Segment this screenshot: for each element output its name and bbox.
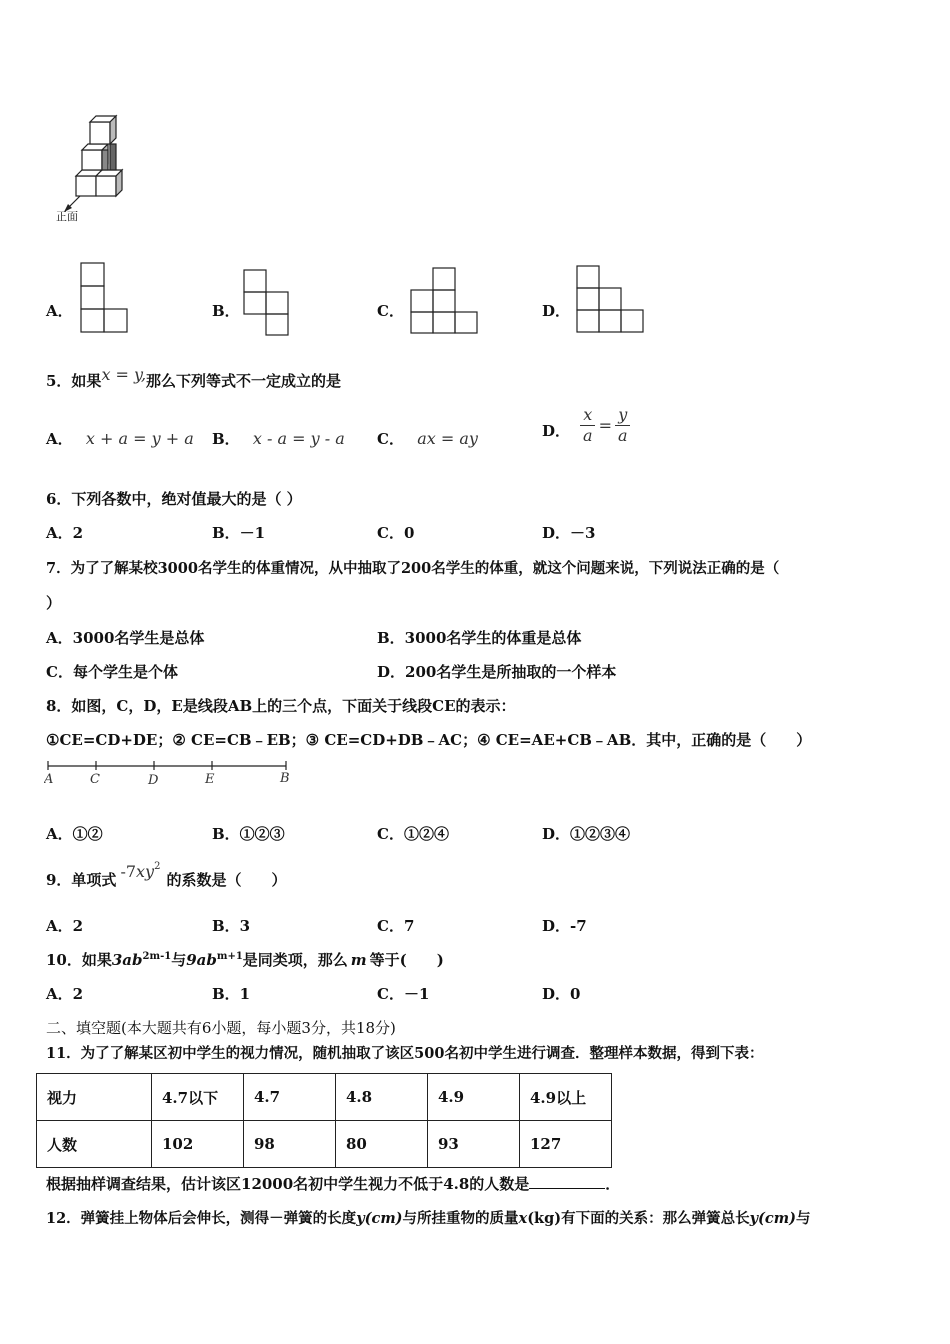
q5-option-a[interactable] xyxy=(46,428,194,449)
q11-after: 根据抽样调查结果，估计该区12000名初中学生视力不低于4.8的人数是 xyxy=(46,1175,530,1193)
q12-p1: 12．弹簧挂上物体后会伸长，测得－弹簧的长度 xyxy=(46,1210,357,1227)
q12-p3: 有下面的关系：那么弹簧总长 xyxy=(561,1210,750,1227)
vision-table xyxy=(36,1073,612,1168)
q9-option-a[interactable]: A．2 xyxy=(46,917,84,935)
q5-option-d[interactable] xyxy=(542,405,631,446)
q5-suffix: 那么下列等式不一定成立的是 xyxy=(146,372,342,390)
q12-u2: (kg) xyxy=(527,1210,562,1227)
table-cell: 80 xyxy=(336,1121,428,1168)
q12-y1: y xyxy=(356,1210,365,1227)
q5-option-b-letter: B． xyxy=(212,430,240,448)
q10-after: 是同类项，那么 xyxy=(242,951,348,969)
q5-condition: x = y, xyxy=(101,365,147,384)
q6-stem: 6．下列各数中，绝对值最大的是（ ） xyxy=(46,490,302,508)
q10-var: m xyxy=(350,951,367,969)
q5-prefix: 5．如果 xyxy=(46,372,102,390)
q9-option-d[interactable]: D．-7 xyxy=(542,917,587,935)
q9-option-c[interactable]: C．7 xyxy=(377,917,415,935)
q11-answer-blank[interactable] xyxy=(529,1174,605,1189)
table-cell: 127 xyxy=(520,1121,612,1168)
q12-x: x xyxy=(518,1210,528,1227)
q9-var: xy xyxy=(136,862,155,881)
q8-option-c[interactable]: C．①②④ xyxy=(377,825,449,843)
q6-option-d[interactable]: D．－3 xyxy=(542,524,596,542)
q4-option-d-letter[interactable]: D． xyxy=(542,302,571,320)
q7-stem-line2: ） xyxy=(46,594,62,612)
q8-stem-line1: 8．如图，C，D，E是线段AB上的三个点，下面关于线段CE的表示： xyxy=(46,697,516,715)
table-cell: 4.7 xyxy=(244,1074,336,1121)
q10-stem xyxy=(46,949,444,970)
q9-suffix: 的系数是（ ） xyxy=(166,871,287,889)
q11-stem: 11．为了了解某区初中学生的视力情况，随机抽取了该区500名初中学生进行调查．整理样本数据，得到下表： xyxy=(46,1045,764,1062)
q4-option-b-figure xyxy=(243,269,291,337)
table-cell: 人数 xyxy=(37,1121,152,1168)
q12-y2: y xyxy=(749,1210,759,1227)
q10-term1: 3ab xyxy=(111,951,143,969)
q5-option-d-frac-right: $\frac{y}{a}$ xyxy=(615,405,631,446)
table-cell: 4.8 xyxy=(336,1074,428,1121)
point-e-label: E xyxy=(205,772,215,787)
q12-p2: 与所挂重物的质量 xyxy=(402,1210,519,1227)
q9-option-b[interactable]: B．3 xyxy=(212,917,251,935)
q5-option-a-letter: A． xyxy=(46,430,73,448)
table-cell: 102 xyxy=(152,1121,244,1168)
point-d-label: D xyxy=(148,773,159,788)
q8-option-b[interactable]: B．①②③ xyxy=(212,825,285,843)
q4-option-a-figure xyxy=(80,262,130,334)
point-a-label: A xyxy=(44,772,54,787)
table-cell: 视力 xyxy=(37,1074,152,1121)
q5-option-c-letter: C． xyxy=(377,430,404,448)
q10-term2: 9ab xyxy=(186,951,217,969)
q4-option-a-letter[interactable]: A． xyxy=(46,302,73,320)
q10-term1-exp: 2m-1 xyxy=(142,951,172,962)
q10-option-b[interactable]: B．1 xyxy=(212,985,251,1003)
q4-option-d-figure xyxy=(576,265,646,335)
table-cell: 4.9 xyxy=(428,1074,520,1121)
table-row xyxy=(37,1074,612,1121)
q6-option-c[interactable]: C．0 xyxy=(377,524,415,542)
q8-option-a[interactable]: A．①② xyxy=(46,825,103,843)
q4-option-c-letter[interactable]: C． xyxy=(377,302,404,320)
q11-after-end: ． xyxy=(605,1175,621,1193)
q5-option-a-expr: x + a = y + a xyxy=(85,429,194,448)
q7-option-b[interactable]: B．3000名学生的体重是总体 xyxy=(377,629,582,647)
q10-prefix: 10．如果 xyxy=(46,951,112,969)
q6-option-a[interactable]: A．2 xyxy=(46,524,84,542)
q8-stem-line2: ①CE=CD+DE；② CE=CB﹣EB；③ CE=CD+DB﹣AC；④ CE=AE+CB﹣AB．其中，正确的是（ ） xyxy=(46,731,812,749)
q5-option-b-expr: x - a = y - a xyxy=(252,429,345,448)
q10-mid: 与 xyxy=(171,951,187,969)
q12-p4: 与 xyxy=(795,1210,811,1227)
q7-stem-line1: 7．为了了解某校3000名学生的体重情况，从中抽取了200名学生的体重，就这个问题来说，下列说法正确的是（ xyxy=(46,560,780,577)
q12-stem xyxy=(46,1207,810,1228)
q11-after-text xyxy=(46,1173,620,1194)
q5-option-d-equals: = xyxy=(598,416,612,435)
q5-option-d-frac-left: $\frac{x}{a}$ xyxy=(580,405,596,446)
q9-exp: 2 xyxy=(154,861,161,872)
q5-stem xyxy=(46,365,342,391)
q10-term2-exp: m+1 xyxy=(216,951,243,962)
point-b-label: B xyxy=(280,771,290,786)
q6-option-b[interactable]: B．－1 xyxy=(212,524,266,542)
q10-option-a[interactable]: A．2 xyxy=(46,985,84,1003)
q9-coef: -7 xyxy=(120,862,137,881)
section-2-title: 二、填空题(本大题共有6小题，每小题3分，共18分) xyxy=(46,1019,396,1037)
point-c-label: C xyxy=(90,772,100,787)
q12-u1: (cm) xyxy=(364,1210,403,1227)
table-cell: 93 xyxy=(428,1121,520,1168)
q5-option-d-letter: D． xyxy=(542,422,571,440)
q5-option-c[interactable] xyxy=(377,428,478,449)
segment-ab-figure xyxy=(44,760,294,790)
q12-u3: (cm) xyxy=(758,1210,796,1227)
q7-option-c[interactable]: C．每个学生是个体 xyxy=(46,663,178,681)
q7-option-a[interactable]: A．3000名学生是总体 xyxy=(46,629,205,647)
table-cell: 98 xyxy=(244,1121,336,1168)
table-row xyxy=(37,1121,612,1168)
q9-stem xyxy=(46,861,287,890)
q10-option-d[interactable]: D．0 xyxy=(542,985,581,1003)
q9-prefix: 9．单项式 xyxy=(46,871,117,889)
q4-option-b-letter[interactable]: B． xyxy=(212,302,240,320)
q4-option-c-figure xyxy=(410,267,480,335)
q10-option-c[interactable]: C．－1 xyxy=(377,985,430,1003)
q7-option-d[interactable]: D．200名学生是所抽取的一个样本 xyxy=(377,663,617,681)
q5-option-c-expr: ax = ay xyxy=(417,429,478,448)
front-label: 正面 xyxy=(56,210,78,223)
q10-suffix: 等于( ) xyxy=(369,951,444,969)
table-cell: 4.7以下 xyxy=(152,1074,244,1121)
q8-option-d[interactable]: D．①②③④ xyxy=(542,825,631,843)
q5-option-b[interactable] xyxy=(212,428,345,449)
table-cell: 4.9以上 xyxy=(520,1074,612,1121)
